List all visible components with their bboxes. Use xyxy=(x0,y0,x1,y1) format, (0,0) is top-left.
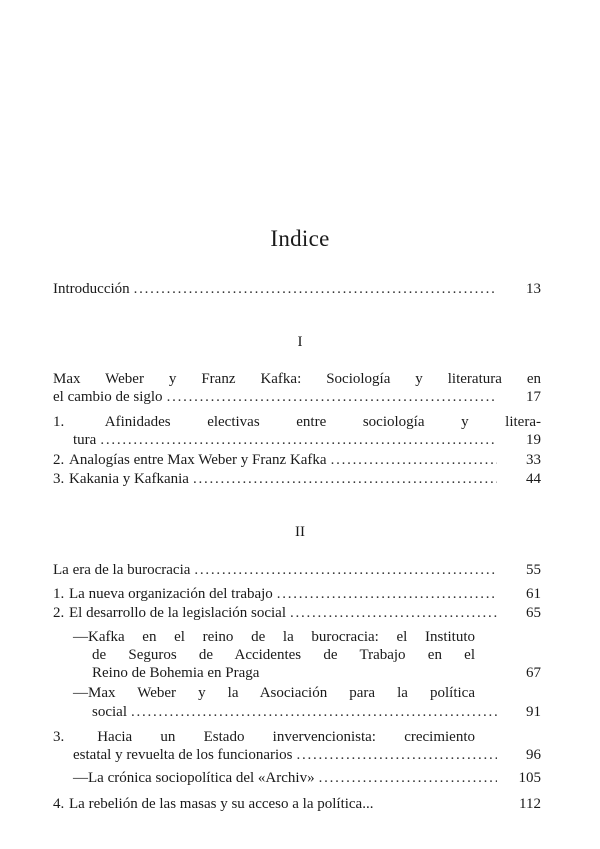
entry-number: 3. xyxy=(53,729,65,745)
part1-heading-line1: Max Weber y Franz Kafka: Sociología y literatura en xyxy=(53,371,541,387)
page-number: 96 xyxy=(526,747,541,763)
toc-entry-1-1 xyxy=(53,413,541,431)
page-title: Indice xyxy=(270,226,330,251)
toc-entry-1-2 xyxy=(53,451,541,469)
page-number: 67 xyxy=(526,665,541,681)
dot-leader xyxy=(134,280,497,298)
sub-entry-weber-line2 xyxy=(92,703,541,721)
entry-number: 2. xyxy=(53,452,65,468)
toc-entry-2-2 xyxy=(53,604,541,622)
entry-number: 3. xyxy=(53,471,65,487)
dot-leader xyxy=(277,585,497,603)
toc-entry-2-1 xyxy=(53,585,541,603)
toc-entry-2-4 xyxy=(53,795,541,813)
page-number: 61 xyxy=(526,586,541,602)
part2-heading xyxy=(53,561,541,579)
page-number: 112 xyxy=(519,796,541,812)
entry-label: La nueva organización del trabajo xyxy=(69,586,273,602)
sub-entry-kafka-line2: de Seguros de Accidentes de Trabajo en el xyxy=(92,647,475,663)
toc-entry-2-3 xyxy=(53,728,541,746)
part-numeral-i: I xyxy=(297,334,303,350)
dot-leader xyxy=(193,470,497,488)
page-number: 91 xyxy=(526,704,541,720)
toc-entry-2-3-cont xyxy=(53,746,541,764)
entry-label: —La crónica sociopolítica del «Archiv» xyxy=(73,770,315,786)
entry-label: Reino de Bohemia en Praga xyxy=(92,665,260,681)
part-numeral-ii: II xyxy=(295,524,305,540)
dot-leader xyxy=(131,703,497,721)
page-number: 55 xyxy=(526,562,541,578)
entry-label: La rebelión de las masas y su acceso a la política... xyxy=(69,796,374,812)
dot-leader xyxy=(194,561,497,579)
sub-entry-archiv xyxy=(73,769,541,787)
toc-entry-1-1-cont xyxy=(53,431,541,449)
entry-label: estatal y revuelta de los funcionarios xyxy=(73,747,293,763)
sub-entry-weber-line1: —Max Weber y la Asociación para la política xyxy=(73,685,475,701)
dot-leader xyxy=(167,388,497,406)
entry-label: Analogías entre Max Weber y Franz Kafka xyxy=(69,452,327,468)
page-number: 13 xyxy=(526,281,541,297)
dot-leader xyxy=(319,769,497,787)
entry-number: 1. xyxy=(53,414,65,430)
part1-heading-line2 xyxy=(53,388,541,406)
page-number: 33 xyxy=(526,452,541,468)
entry-label: Hacia un Estado invervencionista: crecimiento xyxy=(97,729,475,745)
entry-label: social xyxy=(92,704,127,720)
entry-label: El desarrollo de la legislación social xyxy=(69,605,287,621)
entry-label: La era de la burocracia xyxy=(53,562,191,578)
sub-entry-kafka-line1: —Kafka en el reino de la burocracia: el Instituto xyxy=(73,629,475,645)
dot-leader xyxy=(331,451,497,469)
toc-entry-introduccion xyxy=(53,280,541,298)
entry-number: 4. xyxy=(53,796,65,812)
entry-label: Kakania y Kafkania xyxy=(69,471,189,487)
page-number: 17 xyxy=(526,389,541,405)
entry-label: Introducción xyxy=(53,281,130,297)
page-number: 19 xyxy=(526,432,541,448)
entry-label: Afinidades electivas entre sociología y litera- xyxy=(104,414,541,430)
page-number: 44 xyxy=(526,471,541,487)
sub-entry-kafka-line3 xyxy=(92,664,541,682)
entry-number: 2. xyxy=(53,605,65,621)
dot-leader xyxy=(100,431,497,449)
page-number: 65 xyxy=(526,605,541,621)
entry-label: el cambio de siglo xyxy=(53,389,163,405)
entry-number: 1. xyxy=(53,586,65,602)
toc-entry-1-3 xyxy=(53,470,541,488)
page-number: 105 xyxy=(518,770,541,786)
dot-leader xyxy=(297,746,497,764)
entry-label: tura xyxy=(73,432,97,448)
dot-leader xyxy=(290,604,497,622)
